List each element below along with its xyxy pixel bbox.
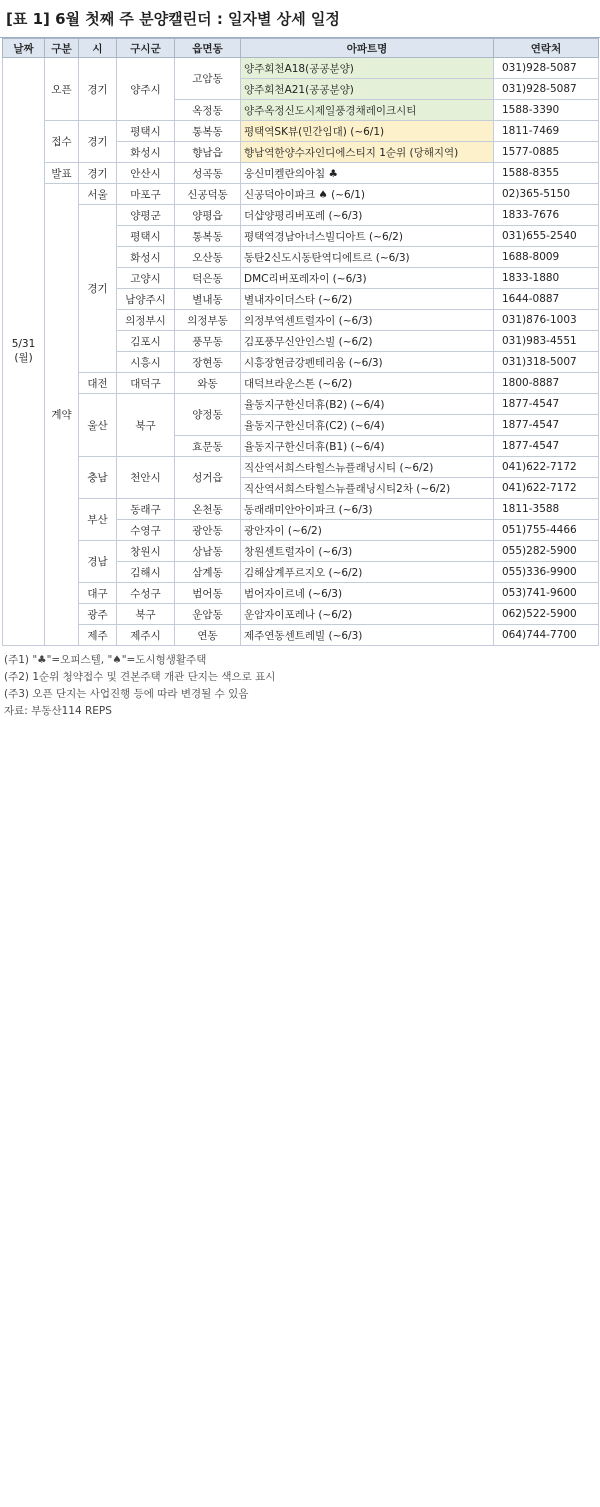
footnote: 자료: 부동산114 REPS [4, 705, 112, 717]
cell: 운암동 [175, 604, 241, 625]
cell: 경기 [79, 205, 117, 373]
apartment-name: 웅신미켈란의아침 ♣ [241, 163, 494, 184]
contact-number: 053)741-9600 [494, 583, 599, 604]
column-header: 구시군 [117, 39, 175, 58]
table-row [3, 163, 599, 184]
cell: 계약 [45, 184, 79, 646]
cell: 별내동 [175, 289, 241, 310]
contact-number: 1877-4547 [494, 394, 599, 415]
apartment-name: 신공덕아이파크 ♠ (~6/1) [241, 184, 494, 205]
table-row [3, 583, 599, 604]
contact-number: 1577-0885 [494, 142, 599, 163]
footnote: (주3) 오픈 단지는 사업진행 등에 따라 변경될 수 있음 [4, 688, 249, 700]
contact-number: 1811-7469 [494, 121, 599, 142]
cell: 북구 [117, 604, 175, 625]
cell: 경남 [79, 541, 117, 583]
cell: 통복동 [175, 226, 241, 247]
apartment-name: 김포풍무신안인스빌 (~6/2) [241, 331, 494, 352]
table-row [3, 541, 599, 562]
table-row [3, 121, 599, 142]
cell: 경기 [79, 163, 117, 184]
contact-number: 031)928-5087 [494, 79, 599, 100]
cell: 제주시 [117, 625, 175, 646]
contact-number: 051)755-4466 [494, 520, 599, 541]
cell: 수영구 [117, 520, 175, 541]
cell: 오산동 [175, 247, 241, 268]
cell: 덕은동 [175, 268, 241, 289]
table-row [3, 457, 599, 478]
column-header: 연락처 [494, 39, 599, 58]
cell: 효문동 [175, 436, 241, 457]
contact-number: 1588-3390 [494, 100, 599, 121]
apartment-name: 김해삼계푸르지오 (~6/2) [241, 562, 494, 583]
cell: 광주 [79, 604, 117, 625]
cell: 경기 [79, 58, 117, 121]
table-row [3, 184, 599, 205]
table-row [3, 499, 599, 520]
cell: 연동 [175, 625, 241, 646]
apartment-name: 율동지구한신더휴(B2) (~6/4) [241, 394, 494, 415]
apartment-name: 양주회천A21(공공분양) [241, 79, 494, 100]
cell: 와동 [175, 373, 241, 394]
contact-number: 1588-8355 [494, 163, 599, 184]
contact-number: 064)744-7700 [494, 625, 599, 646]
apartment-name: 대덕브라운스톤 (~6/2) [241, 373, 494, 394]
cell: 서울 [79, 184, 117, 205]
apartment-name: 양주회천A18(공공분양) [241, 58, 494, 79]
contact-number: 1800-8887 [494, 373, 599, 394]
cell: 부산 [79, 499, 117, 541]
cell: 수성구 [117, 583, 175, 604]
contact-number: 1833-1880 [494, 268, 599, 289]
cell: 양평군 [117, 205, 175, 226]
apartment-name: 평택역SK뷰(민간임대) (~6/1) [241, 121, 494, 142]
contact-number: 031)928-5087 [494, 58, 599, 79]
cell: 천안시 [117, 457, 175, 499]
column-header: 시 [79, 39, 117, 58]
contact-number: 062)522-5900 [494, 604, 599, 625]
cell: 향남읍 [175, 142, 241, 163]
table-row [3, 604, 599, 625]
cell: 김해시 [117, 562, 175, 583]
cell: 광안동 [175, 520, 241, 541]
apartment-name: 동탄2신도시동탄역디에트르 (~6/3) [241, 247, 494, 268]
column-header: 구분 [45, 39, 79, 58]
table-row [3, 625, 599, 646]
cell: 삼계동 [175, 562, 241, 583]
cell: 마포구 [117, 184, 175, 205]
page-title: [표 1] 6월 첫째 주 분양캘린더 : 일자별 상세 일정 [0, 0, 600, 38]
cell: 신공덕동 [175, 184, 241, 205]
apartment-name: 평택역경남아너스빌디아트 (~6/2) [241, 226, 494, 247]
contact-number: 1877-4547 [494, 436, 599, 457]
column-header: 읍면동 [175, 39, 241, 58]
cell: 옥정동 [175, 100, 241, 121]
table-row [3, 394, 599, 415]
cell: 고양시 [117, 268, 175, 289]
contact-number: 1644-0887 [494, 289, 599, 310]
cell: 창원시 [117, 541, 175, 562]
cell: 시흥시 [117, 352, 175, 373]
contact-number: 1688-8009 [494, 247, 599, 268]
cell: 대전 [79, 373, 117, 394]
cell: 경기 [79, 121, 117, 163]
cell: 고암동 [175, 58, 241, 100]
cell: 김포시 [117, 331, 175, 352]
cell: 대덕구 [117, 373, 175, 394]
cell: 대구 [79, 583, 117, 604]
cell: 남양주시 [117, 289, 175, 310]
table-row [3, 373, 599, 394]
cell: 평택시 [117, 121, 175, 142]
apartment-name: 시흥장현금강펜테리움 (~6/3) [241, 352, 494, 373]
cell: 화성시 [117, 142, 175, 163]
apartment-name: 더샵양평리버포레 (~6/3) [241, 205, 494, 226]
cell: 의정부동 [175, 310, 241, 331]
apartment-name: 제주연동센트레빌 (~6/3) [241, 625, 494, 646]
footnote: (주1) "♣"=오피스텔, "♠"=도시형생활주택 [4, 654, 207, 666]
contact-number: 031)876-1003 [494, 310, 599, 331]
apartment-name: 동래래미안아이파크 (~6/3) [241, 499, 494, 520]
cell: 북구 [117, 394, 175, 457]
apartment-name: 범어자이르네 (~6/3) [241, 583, 494, 604]
cell: 통복동 [175, 121, 241, 142]
cell: 제주 [79, 625, 117, 646]
contact-number: 055)282-5900 [494, 541, 599, 562]
footnote: (주2) 1순위 청약접수 및 견본주택 개관 단지는 색으로 표시 [4, 671, 276, 683]
cell: 양주시 [117, 58, 175, 121]
apartment-name: 별내자이더스타 (~6/2) [241, 289, 494, 310]
cell: 오픈 [45, 58, 79, 121]
cell: 안산시 [117, 163, 175, 184]
apartment-name: 양주옥정신도시제일풍경채레이크시티 [241, 100, 494, 121]
column-header: 날짜 [3, 39, 45, 58]
column-header: 아파트명 [241, 39, 494, 58]
contact-number: 1833-7676 [494, 205, 599, 226]
cell: 상남동 [175, 541, 241, 562]
cell: 발표 [45, 163, 79, 184]
contact-number: 041)622-7172 [494, 457, 599, 478]
cell: 양정동 [175, 394, 241, 436]
contact-number: 031)318-5007 [494, 352, 599, 373]
cell: 동래구 [117, 499, 175, 520]
contact-number: 055)336-9900 [494, 562, 599, 583]
apartment-name: 직산역서희스타힐스뉴플래닝시티 (~6/2) [241, 457, 494, 478]
cell: 성곡동 [175, 163, 241, 184]
apartment-name: 창원센트럴자이 (~6/3) [241, 541, 494, 562]
cell: 평택시 [117, 226, 175, 247]
cell: 접수 [45, 121, 79, 163]
apartment-name: 운암자이포레나 (~6/2) [241, 604, 494, 625]
cell: 양평읍 [175, 205, 241, 226]
cell: 의정부시 [117, 310, 175, 331]
footnotes [0, 652, 600, 720]
cell: 성거읍 [175, 457, 241, 499]
apartment-name: 향남역한양수자인디에스티지 1순위 (당해지역) [241, 142, 494, 163]
apartment-name: 율동지구한신더휴(C2) (~6/4) [241, 415, 494, 436]
table-header [3, 39, 599, 58]
contact-number: 1811-3588 [494, 499, 599, 520]
cell: 충남 [79, 457, 117, 499]
cell: 화성시 [117, 247, 175, 268]
cell: 장현동 [175, 352, 241, 373]
table-row [3, 58, 599, 79]
date-cell: 5/31 (월) [3, 58, 45, 646]
apartment-name: 직산역서희스타힐스뉴플래닝시티2차 (~6/2) [241, 478, 494, 499]
schedule-table [2, 38, 599, 646]
table-row [3, 205, 599, 226]
contact-number: 041)622-7172 [494, 478, 599, 499]
apartment-name: 광안자이 (~6/2) [241, 520, 494, 541]
cell: 온천동 [175, 499, 241, 520]
apartment-name: 율동지구한신더휴(B1) (~6/4) [241, 436, 494, 457]
contact-number: 031)983-4551 [494, 331, 599, 352]
cell: 울산 [79, 394, 117, 457]
apartment-name: 의정부역센트럴자이 (~6/3) [241, 310, 494, 331]
contact-number: 1877-4547 [494, 415, 599, 436]
contact-number: 02)365-5150 [494, 184, 599, 205]
cell: 범어동 [175, 583, 241, 604]
apartment-name: DMC리버포레자이 (~6/3) [241, 268, 494, 289]
contact-number: 031)655-2540 [494, 226, 599, 247]
cell: 풍무동 [175, 331, 241, 352]
